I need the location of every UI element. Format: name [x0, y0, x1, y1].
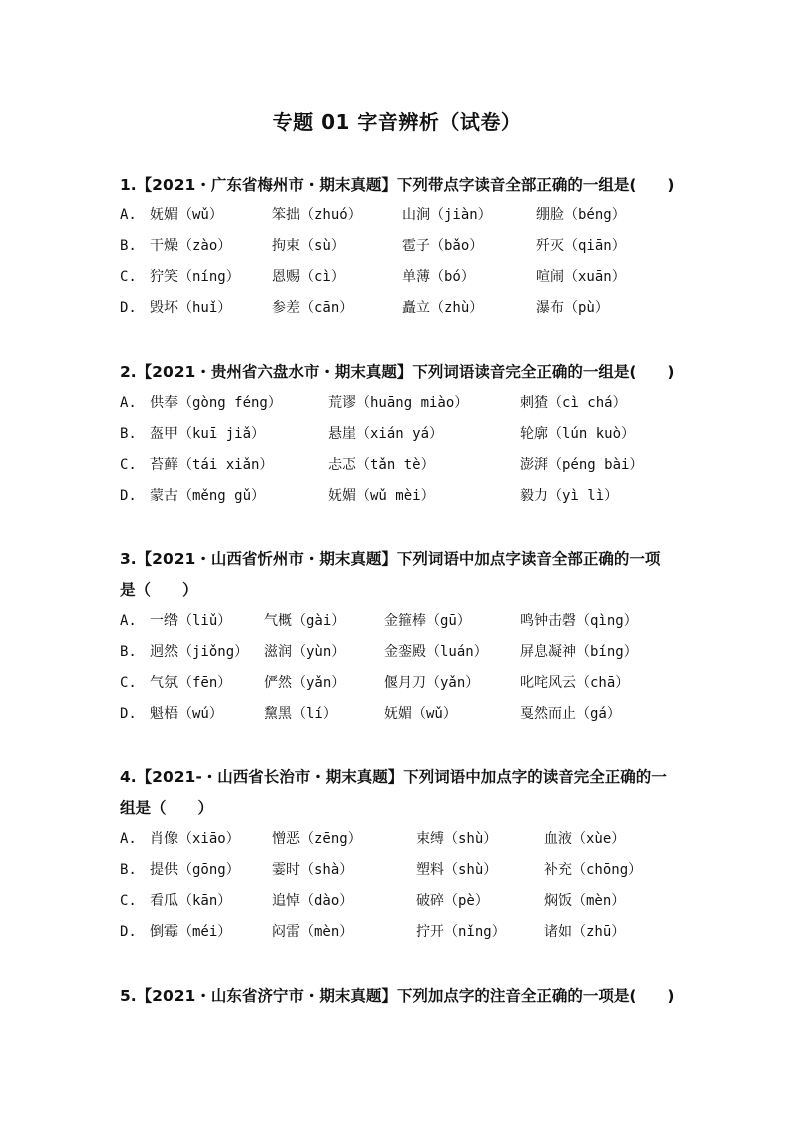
option-item: 毅力（yì lì） — [520, 488, 619, 504]
option-letter: D. — [120, 924, 137, 940]
option-item: 偃月刀（yǎn） — [384, 675, 480, 691]
option-item: 束缚（shù） — [416, 831, 498, 847]
option-item: 恩赐（cì） — [272, 269, 345, 285]
option-item: 补充（chōng） — [544, 862, 643, 878]
option-item: 塑料（shù） — [416, 862, 498, 878]
option-item: 追悼（dào） — [272, 893, 354, 909]
option-item: 焖饭（mèn） — [544, 893, 626, 909]
option-item: 金箍棒（gū） — [384, 613, 471, 629]
option-letter: B. — [120, 862, 137, 878]
option-item: 喧闹（xuān） — [536, 269, 626, 285]
option-item: 滋润（yùn） — [264, 644, 346, 660]
option-letter: A. — [120, 831, 137, 847]
option-item: 苔藓（tái xiǎn） — [150, 457, 274, 473]
option-item: 倒霉（méi） — [150, 924, 232, 940]
option-item: 雹子（bǎo） — [402, 238, 484, 254]
option-item: 矗立（zhù） — [402, 300, 484, 316]
option-item: 澎湃（péng bài） — [520, 457, 644, 473]
option-row — [120, 671, 720, 695]
option-item: 山涧（jiàn） — [402, 207, 492, 223]
option-item: 破碎（pè） — [416, 893, 489, 909]
option-item: 单薄（bó） — [402, 269, 475, 285]
option-row — [120, 827, 720, 851]
option-item: 霎时（shà） — [272, 862, 354, 878]
option-item: 一绺（liǔ） — [150, 613, 232, 629]
option-item: 刺猹（cì chá） — [520, 395, 627, 411]
option-letter: A. — [120, 207, 137, 223]
option-row — [120, 234, 720, 258]
option-row — [120, 609, 720, 633]
question-stem: 4.【2021-・山西省长治市・期末真题】下列词语中加点字的读音完全正确的一 — [120, 768, 667, 786]
option-row — [120, 920, 720, 944]
option-item: 供奉（gòng féng） — [150, 395, 282, 411]
option-item: 俨然（yǎn） — [264, 675, 346, 691]
option-item: 提供（gōng） — [150, 862, 240, 878]
option-item: 妩媚（wǔ） — [384, 706, 457, 722]
option-item: 妩媚（wǔ mèi） — [328, 488, 435, 504]
option-letter: C. — [120, 269, 137, 285]
option-letter: C. — [120, 893, 137, 909]
option-item: 妩媚（wǔ） — [150, 207, 223, 223]
option-item: 诸如（zhū） — [544, 924, 626, 940]
option-letter: B. — [120, 426, 137, 442]
option-row — [120, 296, 720, 320]
option-item: 狞笑（níng） — [150, 269, 240, 285]
option-item: 迥然（jiǒng） — [150, 644, 249, 660]
option-item: 干燥（zào） — [150, 238, 232, 254]
option-row — [120, 203, 720, 227]
option-item: 参差（cān） — [272, 300, 354, 316]
option-item: 荒谬（huāng miào） — [328, 395, 469, 411]
option-item: 拧开（nǐng） — [416, 924, 506, 940]
option-item: 憎恶（zēng） — [272, 831, 362, 847]
option-item: 笨拙（zhuó） — [272, 207, 362, 223]
option-letter: C. — [120, 457, 137, 473]
option-letter: D. — [120, 706, 137, 722]
question-stem: 2.【2021・贵州省六盘水市・期末真题】下列词语读音完全正确的一组是( ) — [120, 363, 675, 381]
option-item: 黧黑（lí） — [264, 706, 337, 722]
option-item: 歼灭（qiān） — [536, 238, 626, 254]
option-letter: D. — [120, 300, 137, 316]
document-title: 专题 01 字音辨析（试卷） — [272, 110, 522, 134]
option-item: 盔甲（kuī jiǎ） — [150, 426, 266, 442]
option-row — [120, 453, 720, 477]
option-item: 肖像（xiāo） — [150, 831, 240, 847]
question-stem: 1.【2021・广东省梅州市・期末真题】下列带点字读音全部正确的一组是( ) — [120, 176, 675, 194]
option-row — [120, 265, 720, 289]
option-item: 忐忑（tǎn tè） — [328, 457, 435, 473]
option-letter: B. — [120, 644, 137, 660]
option-row — [120, 889, 720, 913]
option-item: 拘束（sù） — [272, 238, 345, 254]
option-item: 鸣钟击磬（qìng） — [520, 613, 638, 629]
option-item: 绷脸（béng） — [536, 207, 626, 223]
option-item: 屏息凝神（bíng） — [520, 644, 638, 660]
question-stem: 3.【2021・山西省忻州市・期末真题】下列词语中加点字读音全部正确的一项 — [120, 550, 661, 568]
option-item: 闷雷（mèn） — [272, 924, 354, 940]
option-item: 魁梧（wú） — [150, 706, 223, 722]
option-row — [120, 391, 720, 415]
option-item: 轮廓（lún kuò） — [520, 426, 636, 442]
option-row — [120, 422, 720, 446]
option-letter: D. — [120, 488, 137, 504]
option-letter: C. — [120, 675, 137, 691]
option-row — [120, 702, 720, 726]
option-item: 气概（gài） — [264, 613, 346, 629]
option-letter: B. — [120, 238, 137, 254]
option-row — [120, 484, 720, 508]
question-stem: 组是（ ） — [120, 799, 214, 817]
option-item: 毁坏（huǐ） — [150, 300, 232, 316]
question-stem: 5.【2021・山东省济宁市・期末真题】下列加点字的注音全正确的一项是( ) — [120, 987, 675, 1005]
option-item: 瀑布（pù） — [536, 300, 609, 316]
option-item: 戛然而止（gá） — [520, 706, 621, 722]
option-item: 叱咤风云（chā） — [520, 675, 630, 691]
option-item: 血液（xùe） — [544, 831, 626, 847]
option-item: 气氛（fēn） — [150, 675, 232, 691]
question-stem: 是（ ） — [120, 581, 198, 599]
option-item: 看瓜（kān） — [150, 893, 232, 909]
option-letter: A. — [120, 395, 137, 411]
option-item: 蒙古（měng gǔ） — [150, 488, 266, 504]
option-letter: A. — [120, 613, 137, 629]
option-row — [120, 640, 720, 664]
option-item: 悬崖（xián yá） — [328, 426, 444, 442]
option-row — [120, 858, 720, 882]
option-item: 金銮殿（luán） — [384, 644, 488, 660]
